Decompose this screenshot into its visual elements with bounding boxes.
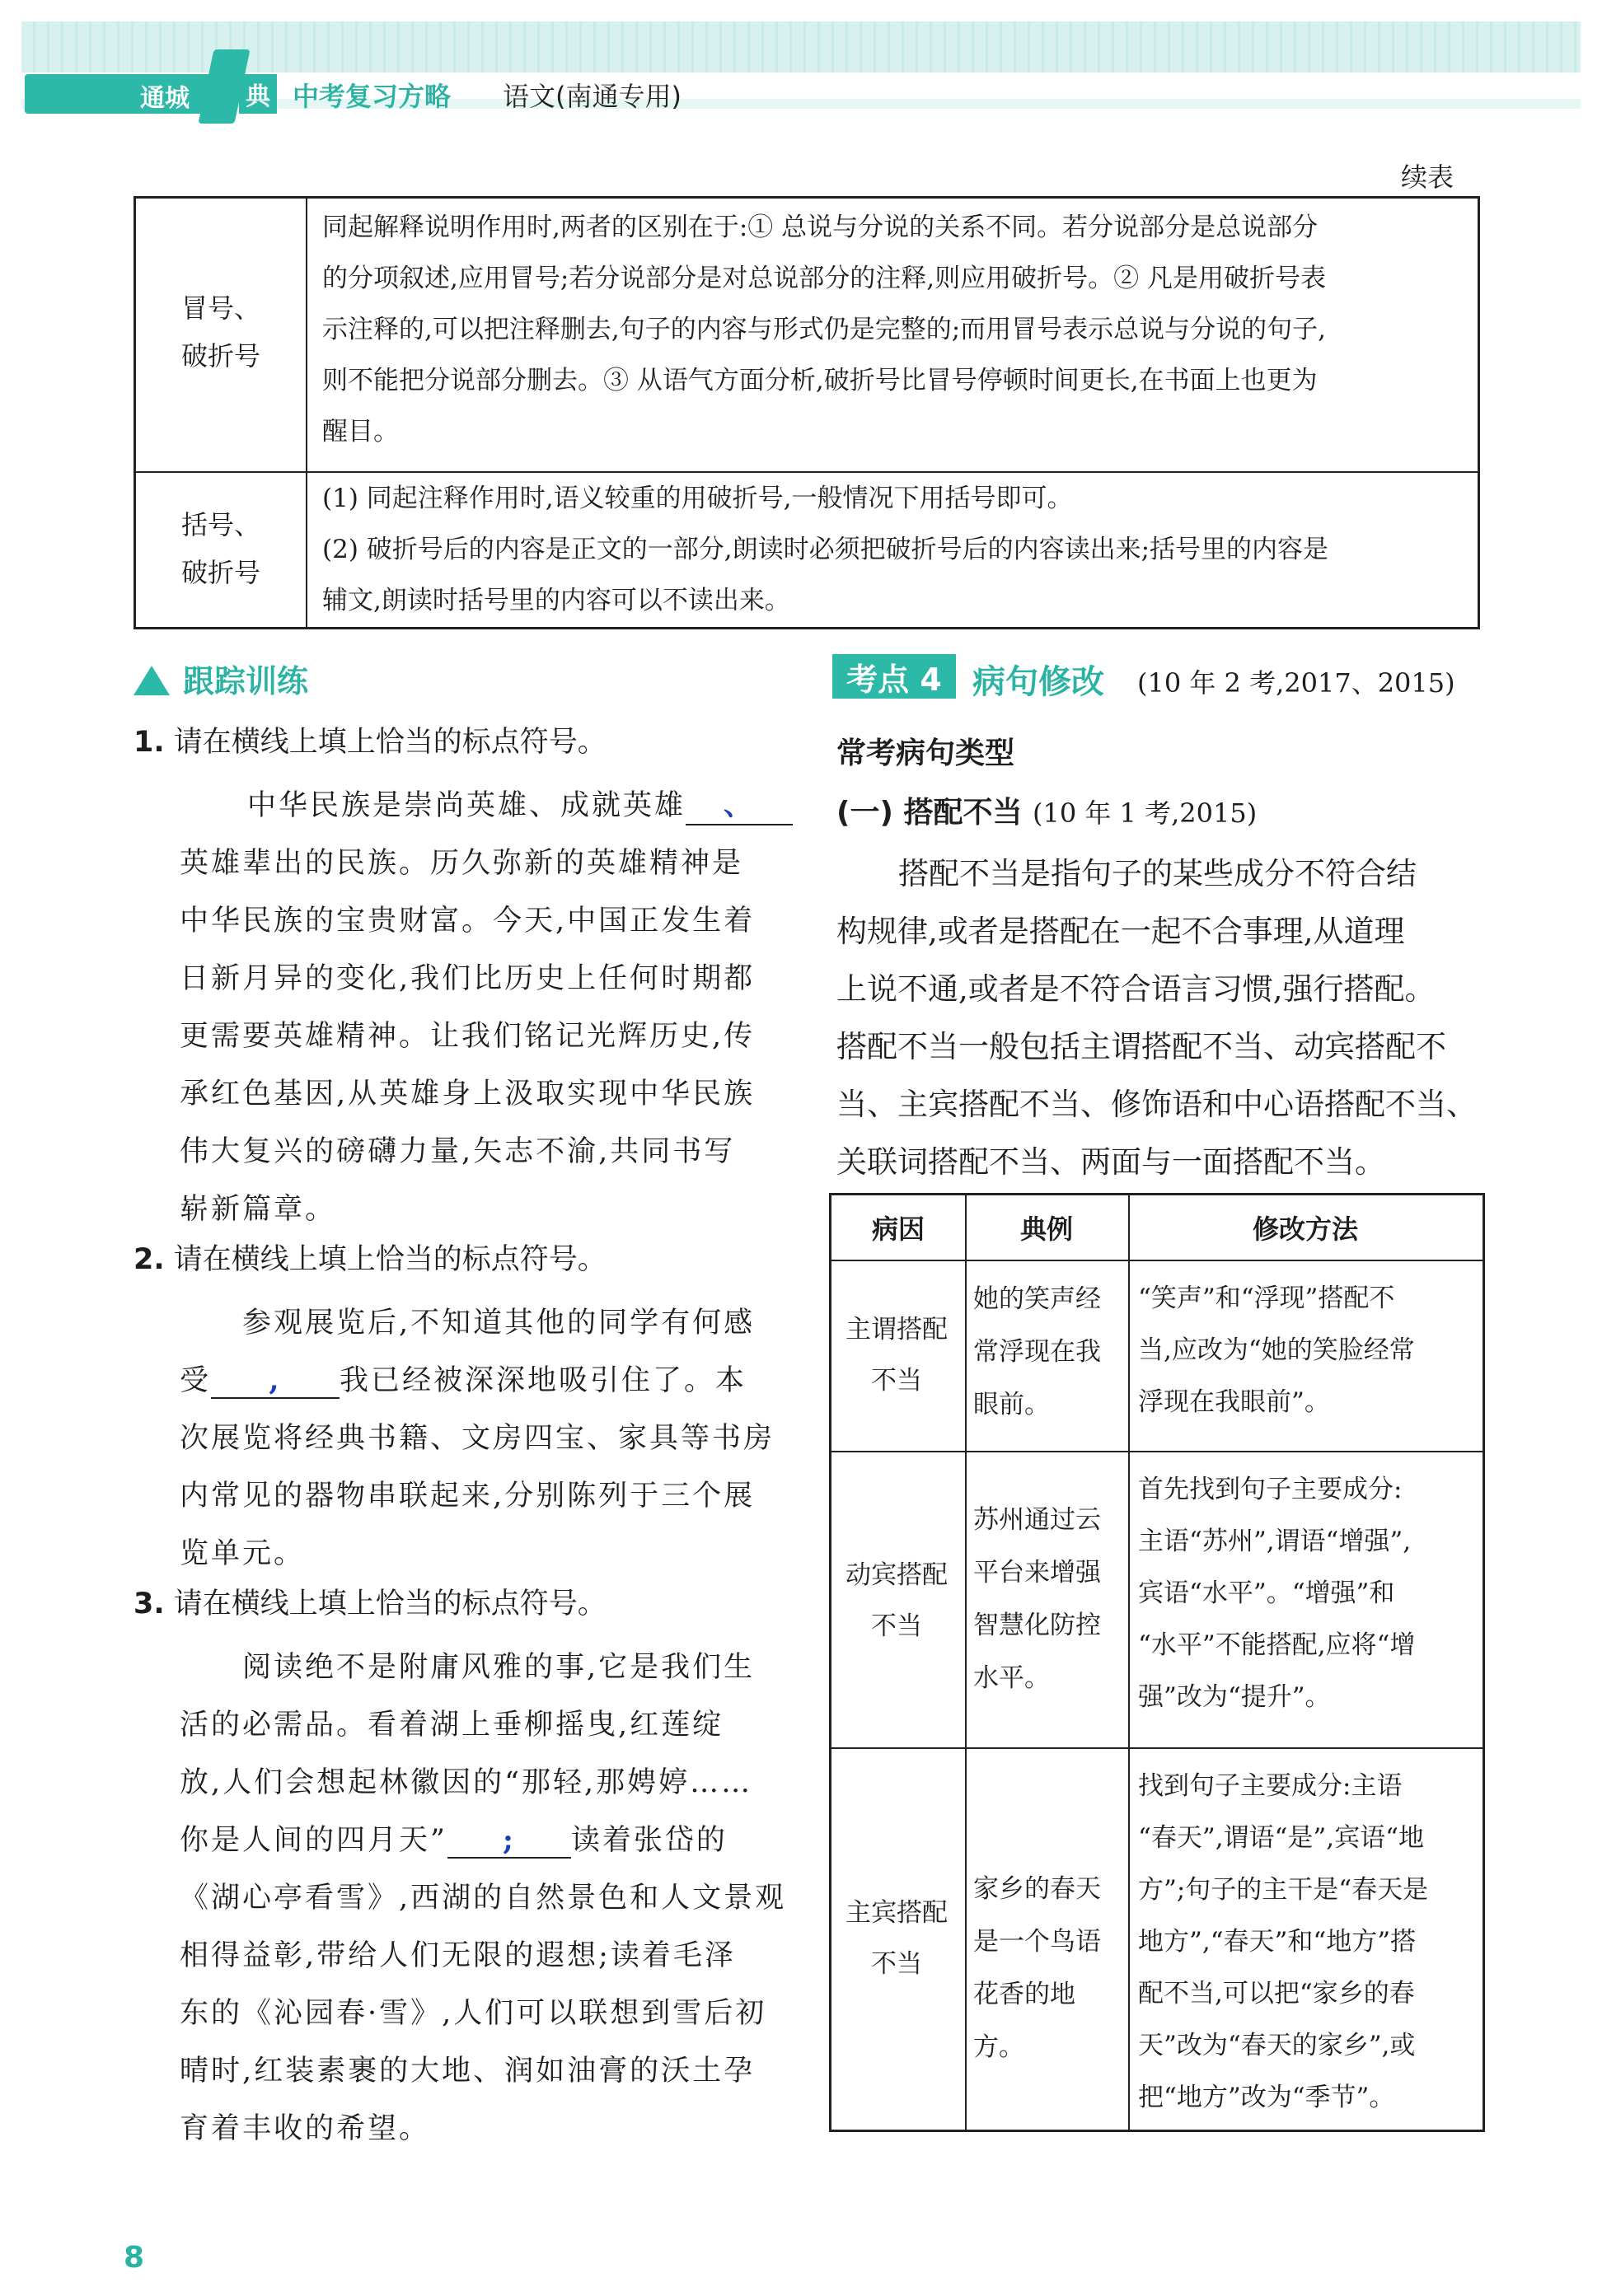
cell-line: 主语“苏州”,谓语“增强”, [1138,1527,1412,1556]
cell-line: 配不当,可以把“家乡的春 [1138,1979,1415,2008]
section-heading: 跟踪训练 [183,663,309,699]
table-row-divider [831,1451,1483,1452]
question-number: 2. [134,1243,165,1276]
book-subject: 语文(南通专用) [503,81,682,112]
passage-line: 中华民族的宝贵财富。今天,中国正发生着 [180,905,756,938]
cell-line: 当,应改为“她的笑脸经常 [1138,1335,1415,1365]
book-series: 中考复习方略 [293,81,452,112]
punctuation-table [134,196,1480,629]
brand-tag [25,74,222,114]
triangle-icon [134,666,170,695]
fix-cell [1138,1273,1474,1429]
table-header-cell: 典例 [1019,1213,1073,1245]
cell-line: 首先找到句子主要成分: [1138,1475,1403,1504]
intro-line: 关联词搭配不当、两面与一面搭配不当。 [836,1144,1385,1180]
passage-line: 英雄辈出的民族。历久弥新的英雄精神是 [180,847,744,880]
question-2-prompt [134,1241,607,1279]
table-header-cell: 修改方法 [1252,1213,1358,1245]
row-text [322,473,1473,626]
question-number: 1. [134,726,165,759]
cell-line: 花香的地方。 [973,1980,1075,2062]
row-text-line: 醒目。 [322,417,399,447]
passage-line: 相得益彰,带给人们无限的遐想;读着毛泽 [180,1939,736,1972]
cell-line: 主宾搭配 [846,1898,948,1928]
question-3-prompt [134,1585,607,1623]
example-cell [973,1494,1112,1704]
intro-line: 搭配不当一般包括主谓搭配不当、动宾搭配不 [836,1029,1446,1064]
table-header-cell: 病因 [871,1213,925,1245]
cell-line: 不当 [871,1611,922,1641]
cell-line: 眼前。 [973,1390,1050,1419]
passage-line: 放,人们会想起林徽因的“那轻,那娉婷…… [180,1766,753,1799]
cell-line: 主谓搭配 [846,1315,948,1344]
cell-line: 智慧化防控 [973,1611,1101,1640]
question-number: 3. [134,1588,165,1620]
intro-line: 当、主宾搭配不当、修饰语和中心语搭配不当、 [836,1087,1477,1122]
subsection-meta: (10 年 1 考,2015) [1033,797,1258,829]
cell-line: 是一个鸟语 [973,1927,1101,1957]
question-text: 请在横线上填上恰当的标点符号。 [173,1243,607,1276]
row-label-line: 破折号 [180,557,260,588]
table-row [136,473,1478,627]
table-col-divider [1128,1195,1130,2130]
passage-line: 《湖心亭看雪》,西湖的自然景色和人文景观 [180,1882,787,1915]
passage-line: 参观展览后,不知道其他的同学有何感 [242,1307,756,1340]
common-types-title: 常考病句类型 [836,736,1015,770]
answer-blank[interactable]: 、 [686,783,793,825]
fix-cell [1138,1464,1474,1723]
cell-line: 天”改为“春天的家乡”,或 [1138,2031,1416,2060]
row-label [136,284,306,380]
cell-line: “春天”,谓语“是”,宾语“地 [1138,1823,1424,1853]
cell-line: 宾语“水平”。“增强”和 [1138,1578,1395,1608]
answer-blank[interactable]: , [211,1363,340,1399]
intro-line: 搭配不当是指句子的某些成分不符合结 [898,856,1417,891]
row-text-line: 同起解释说明作用时,两者的区别在于:① 总说与分说的关系不同。若分说部分是总说部分 [322,213,1319,242]
example-cell [973,1863,1112,2074]
cell-line: “笑声”和“浮现”搭配不 [1138,1284,1395,1313]
passage-line: 晴时,红装素裹的大地、润如油膏的沃土孕 [180,2055,756,2088]
cell-line: 找到句子主要成分:主语 [1138,1771,1403,1801]
brand-name-a: 通城 [140,84,190,113]
sentence-error-table [829,1193,1485,2132]
passage-text: 我已经被深深地吸引住了。本 [340,1364,747,1397]
passage-line: 承红色基因,从英雄身上汲取实现中华民族 [180,1078,756,1111]
cell-line: 水平。 [973,1663,1050,1693]
passage-line: 东的《沁园春·雪》,人们可以联想到雪后初 [180,1997,767,2030]
cell-line: 苏州通过云 [973,1505,1101,1535]
row-label-line: 冒号、 [180,292,260,324]
kaodian-meta: (10 年 2 考,2017、2015) [1137,667,1455,699]
cell-line: 动宾搭配 [846,1560,948,1590]
table-row [136,199,1478,473]
subsection-title [836,789,1257,831]
passage-text: 读着张岱的 [570,1824,728,1857]
passage-line: 次展览将经典书籍、文房四宝、家具等书房 [180,1422,775,1455]
row-label-line: 破折号 [180,340,260,372]
passage-line: 日新月异的变化,我们比历史上任何时期都 [180,962,756,995]
passage-line [247,783,793,825]
kaodian-title: 病句修改 [972,663,1104,701]
cell-line: 常浮现在我 [973,1337,1101,1367]
cell-line: 强”改为“提升”。 [1138,1682,1331,1712]
passage-text: 中华民族是崇尚英雄、成就英雄 [247,789,686,822]
cell-line: 不当 [871,1366,922,1396]
row-text-line: 辅文,朗读时括号里的内容可以不读出来。 [322,586,790,615]
passage-line [180,1817,728,1859]
row-text [322,202,1473,457]
passage-line: 览单元。 [180,1537,306,1570]
question-text: 请在横线上填上恰当的标点符号。 [173,1588,607,1620]
subsection-title-text: (一) 搭配不当 [836,796,1023,830]
passage-line: 崭新篇章。 [180,1193,337,1226]
row-text-line: (1) 同起注释作用时,语义较重的用破折号,一般情况下用括号即可。 [322,484,1073,513]
row-label-line: 括号、 [180,509,260,540]
question-1-prompt [134,723,607,761]
cause-cell [831,1304,962,1406]
passage-line: 阅读绝不是附庸风雅的事,它是我们生 [242,1651,756,1684]
example-cell [973,1273,1112,1431]
row-text-line: (2) 破折号后的内容是正文的一部分,朗读时必须把破折号后的内容读出来;括号里的内容是 [322,535,1329,564]
row-label [136,501,306,596]
table-col-divider [965,1195,967,2130]
cell-line: 平台来增强 [973,1558,1101,1588]
page-number: 8 [124,2241,145,2275]
intro-line: 构规律,或者是搭配在一起不合事理,从道理 [836,914,1405,949]
row-text-line: 的分项叙述,应用冒号;若分说部分是对总说部分的注释,则应用破折号。② 凡是用破折号表 [322,264,1327,293]
answer-blank[interactable]: ; [447,1823,571,1859]
table-row-divider [831,1260,1483,1261]
cell-line: “水平”不能搭配,应将“增 [1138,1630,1416,1660]
passage-text: 受 [180,1364,212,1397]
fix-cell [1138,1761,1474,2124]
cell-line: 家乡的春天 [973,1874,1101,1904]
cell-line: 地方”,“春天”和“地方”搭 [1138,1927,1417,1957]
passage-text: 你是人间的四月天” [180,1824,447,1857]
kaodian-tag: 考点 4 [832,654,956,699]
passage-line: 内常见的器物串联起来,分别陈列于三个展 [180,1480,756,1513]
passage-line: 更需要英雄精神。让我们铭记光辉历史,传 [180,1020,756,1053]
cell-line: 方”;句子的主干是“春天是 [1138,1875,1429,1905]
question-text: 请在横线上填上恰当的标点符号。 [173,726,607,759]
header-band [21,21,1581,72]
table-row-divider [831,1747,1483,1749]
cell-line: 浮现在我眼前”。 [1138,1387,1330,1417]
passage-line [180,1358,747,1399]
passage-line: 活的必需品。看着湖上垂柳摇曳,红莲绽 [180,1709,724,1742]
continued-label: 续表 [1401,161,1454,193]
cell-line: 她的笑声经 [973,1284,1101,1314]
passage-line: 育着丰收的希望。 [180,2112,431,2145]
cause-cell [831,1550,962,1652]
brand-name-b: 典 [239,74,277,114]
row-text-line: 示注释的,可以把注释删去,句子的内容与形式仍是完整的;而用冒号表示总说与分说的句子, [322,315,1327,344]
cell-line: 不当 [871,1949,922,1979]
cell-line: 把“地方”改为“季节”。 [1138,2083,1395,2112]
passage-line: 伟大复兴的磅礴力量,矢志不渝,共同书写 [180,1135,736,1168]
cause-cell [831,1887,962,1990]
row-text-line: 则不能把分说部分删去。③ 从语气方面分析,破折号比冒号停顿时间更长,在书面上也更为 [322,366,1318,395]
intro-line: 上说不通,或者是不符合语言习惯,强行搭配。 [836,971,1436,1007]
